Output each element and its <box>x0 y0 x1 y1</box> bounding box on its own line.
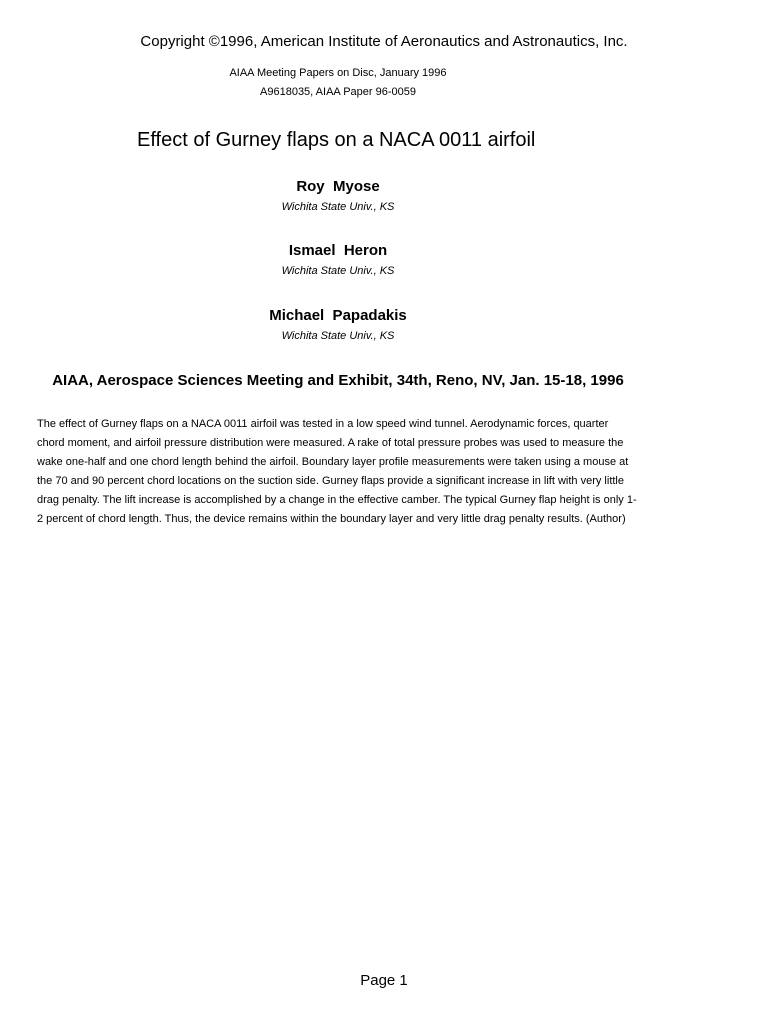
author-block <box>0 241 676 278</box>
paper-title: Effect of Gurney flaps on a NACA 0011 airfoil <box>137 129 536 151</box>
author-affiliation: Wichita State Univ., KS <box>281 330 395 342</box>
page-number: Page 1 <box>360 972 408 989</box>
author-name: Ismael Heron <box>288 242 388 259</box>
conference-line: AIAA, Aerospace Sciences Meeting and Exhibit, 34th, Reno, NV, Jan. 15-18, 1996 <box>52 372 624 389</box>
paper-id-line: A9618035, AIAA Paper 96-0059 <box>260 86 416 98</box>
author-name: Roy Myose <box>296 178 380 195</box>
abstract-text: The effect of Gurney flaps on a NACA 0011 airfoil was tested in a low speed wind tunnel. Aerodynamic forces, quarter chord moment, and airfoil pressure distribution were measured. A rake of total pressure probes was used to measure the wake one-half and one chord length behind the airfoil. Boundary layer profile measurements were taken using a mouse at the 70 and 90 percent chord locations on the suction side. Gurney flaps provide a significant increase in lift with very little drag penalty. The lift increase is accomplished by a change in the effective camber. The typical Gurney flap height is only 1-2 percent of chord length. Thus, the device remains within the boundary layer and very little drag penalty results. (Author) <box>37 418 637 525</box>
copyright-notice: Copyright ©1996, American Institute of Aeronautics and Astronautics, Inc. <box>140 33 628 50</box>
author-affiliation: Wichita State Univ., KS <box>281 201 395 213</box>
author-name: Michael Papadakis <box>269 307 407 324</box>
author-block <box>0 306 676 343</box>
author-affiliation: Wichita State Univ., KS <box>281 265 395 277</box>
source-line: AIAA Meeting Papers on Disc, January 1996 <box>229 67 447 79</box>
author-block <box>0 177 676 214</box>
